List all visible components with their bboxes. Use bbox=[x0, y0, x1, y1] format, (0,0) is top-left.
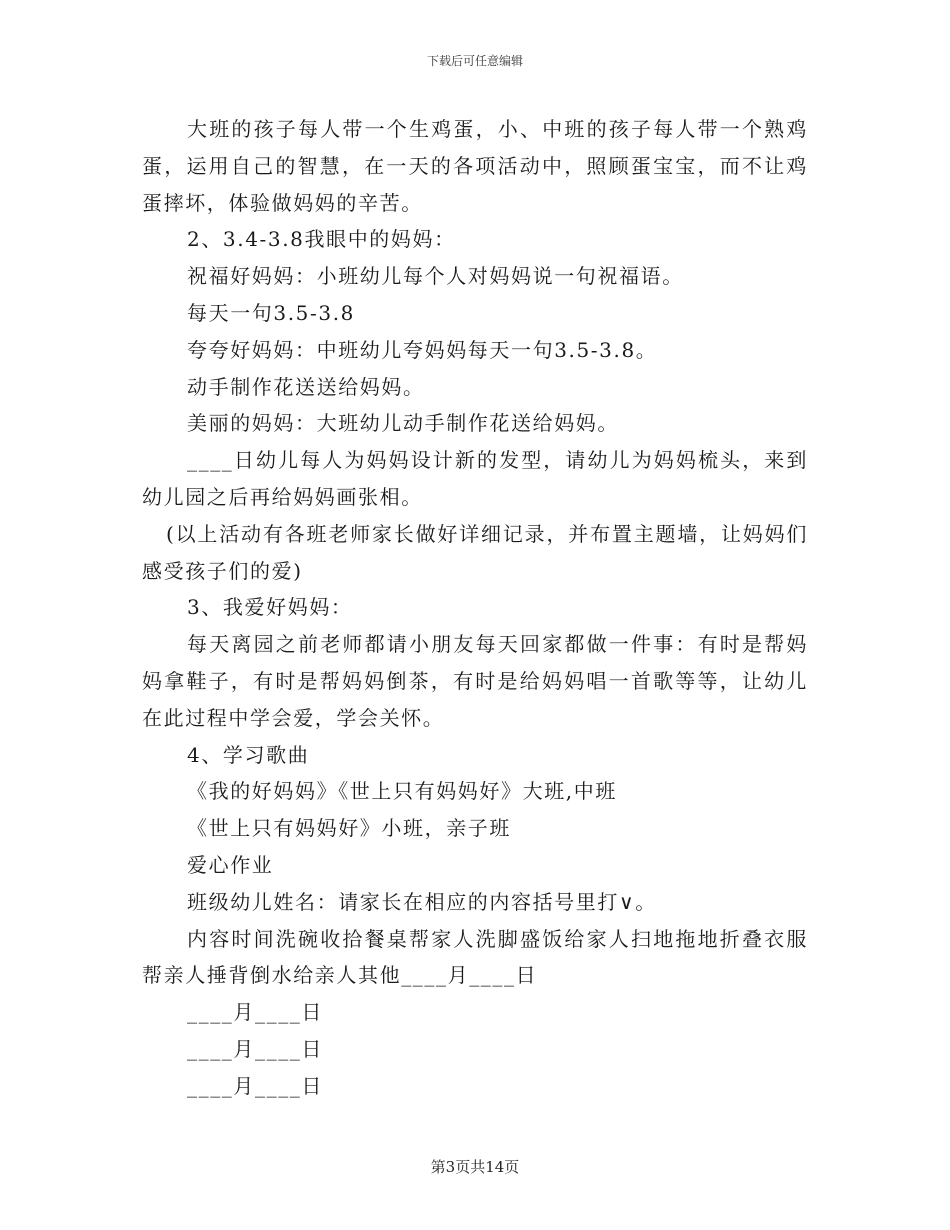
paragraph-daily-sentence: 每天一句3.5-3.8 bbox=[187, 300, 355, 325]
paragraph-songs-junior: 《世上只有妈妈好》小班，亲子班 bbox=[187, 816, 511, 841]
paragraph-daily-task: 每天离园之前老师都请小朋友每天回家都做一件事：有时是帮妈妈拿鞋子，有时是帮妈妈倒茶，有时是给妈妈唱一首歌等等，让幼儿在此过程中学会爱，学会关怀。 bbox=[142, 632, 808, 730]
paragraph-blessing: 祝福好妈妈：小班幼儿每个人对妈妈说一句祝福语。 bbox=[187, 264, 684, 289]
section-heading-3: 3、我爱好妈妈： bbox=[187, 595, 353, 620]
paragraph-praise: 夸夸好妈妈：中班幼儿夸妈妈每天一句3.5-3.8。 bbox=[187, 337, 658, 362]
date-line: ____月____日 bbox=[187, 1000, 323, 1025]
page-footer: 第3页共14页 bbox=[430, 1158, 520, 1176]
paragraph-beautiful-mom: 美丽的妈妈：大班幼儿动手制作花送给妈妈。 bbox=[187, 411, 619, 436]
section-heading-2: 2、3.4-3.8我眼中的妈妈： bbox=[187, 227, 456, 252]
document-body bbox=[142, 111, 808, 1105]
paragraph-songs-senior: 《我的好妈妈》《世上只有妈妈好》大班,中班 bbox=[187, 779, 617, 804]
paragraph-child-name: 班级幼儿姓名：请家长在相应的内容括号里打∨。 bbox=[187, 889, 657, 914]
date-line: ____月____日 bbox=[187, 1073, 323, 1098]
paragraph-homework-title: 爱心作业 bbox=[187, 852, 274, 877]
paragraph-egg-activity: 大班的孩子每人带一个生鸡蛋，小、中班的孩子每人带一个熟鸡蛋，运用自己的智慧，在一天的各项活动中，照顾蛋宝宝，而不让鸡蛋摔坏，体验做妈妈的辛苦。 bbox=[142, 117, 808, 215]
paragraph-note: (以上活动有各班老师家长做好详细记录，并布置主题墙，让妈妈们感受孩子们的爱) bbox=[142, 521, 808, 583]
paragraph-homework-content: 内容时间洗碗收拾餐桌帮家人洗脚盛饭给家人扫地拖地折叠衣服帮亲人捶背倒水给亲人其他____月____日 bbox=[142, 926, 808, 988]
paragraph-hairstyle: ____日幼儿每人为妈妈设计新的发型，请幼儿为妈妈梳头，来到幼儿园之后再给妈妈画张相。 bbox=[142, 448, 808, 509]
paragraph-make-flowers: 动手制作花送送给妈妈。 bbox=[187, 374, 425, 399]
section-heading-4: 4、学习歌曲 bbox=[187, 742, 310, 767]
page-header: 下载后可任意编辑 bbox=[426, 54, 523, 68]
date-line: ____月____日 bbox=[187, 1036, 323, 1061]
